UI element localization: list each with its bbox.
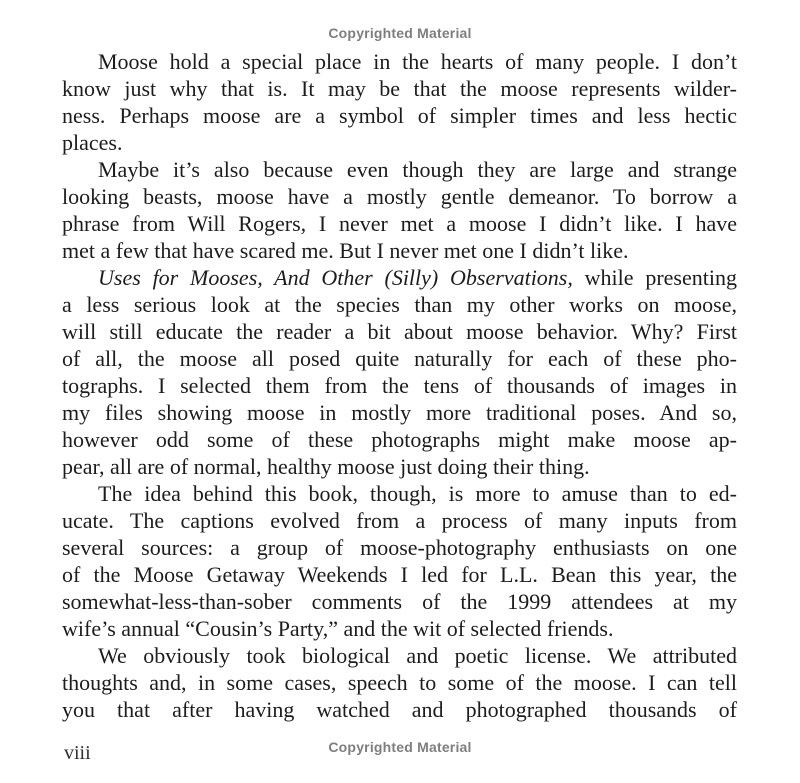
text-line: somewhat-less-than-sober comments of the 1999 attendees at my [62, 589, 737, 614]
paragraph [62, 48, 737, 156]
text-line: of all, the moose all posed quite naturally for each of these pho- [62, 346, 737, 371]
text-line: tographs. I selected them from the tens of thousands of images in [62, 373, 737, 398]
text-line: Maybe it’s also because even though they are large and strange [98, 157, 737, 182]
body-text [62, 48, 737, 723]
text-segment: while presenting [572, 265, 737, 290]
page-number: viii [64, 742, 91, 764]
text-line: you that after having watched and photographed thousands of [62, 697, 737, 722]
book-title: Uses for Mooses, And Other (Silly) Observations, [98, 265, 573, 290]
text-line: ness. Perhaps moose are a symbol of simpler times and less hectic [62, 103, 737, 128]
text-line: looking beasts, moose have a mostly gentle demeanor. To borrow a [62, 184, 737, 209]
text-line: know just why that is. It may be that the moose represents wilder- [62, 76, 737, 101]
text-line: of the Moose Getaway Weekends I led for L.L. Bean this year, the [62, 562, 737, 587]
bottom-copyright-notice: Copyrighted Material [328, 739, 472, 755]
text-line: ucate. The captions evolved from a process of many inputs from [62, 508, 737, 533]
text-line: will still educate the reader a bit about moose behavior. Why? First [62, 319, 737, 344]
text-line: however odd some of these photographs might make moose ap- [62, 427, 737, 452]
paragraph [62, 156, 737, 264]
text-line: phrase from Will Rogers, I never met a moose I didn’t like. I have [62, 211, 737, 236]
text-line: a less serious look at the species than my other works on moose, [62, 292, 737, 317]
text-line: Moose hold a special place in the hearts of many people. I don’t [98, 49, 737, 74]
text-line: pear, all are of normal, healthy moose just doing their thing. [62, 454, 590, 479]
paragraph [62, 642, 737, 723]
top-copyright-notice: Copyrighted Material [328, 25, 472, 41]
text-line: met a few that have scared me. But I never met one I didn’t like. [62, 238, 629, 263]
text-line: places. [62, 130, 123, 155]
text-line: We obviously took biological and poetic license. We attributed [98, 643, 737, 668]
paragraph [62, 480, 737, 642]
text-line: The idea behind this book, though, is more to amuse than to ed- [98, 481, 737, 506]
text-line [62, 264, 737, 291]
text-line: several sources: a group of moose-photography enthusiasts on one [62, 535, 737, 560]
text-line: thoughts and, in some cases, speech to some of the moose. I can tell [62, 670, 737, 695]
text-line: my files showing moose in mostly more traditional poses. And so, [62, 400, 737, 425]
text-line: wife’s annual “Cousin’s Party,” and the wit of selected friends. [62, 616, 614, 641]
paragraph [62, 264, 737, 480]
